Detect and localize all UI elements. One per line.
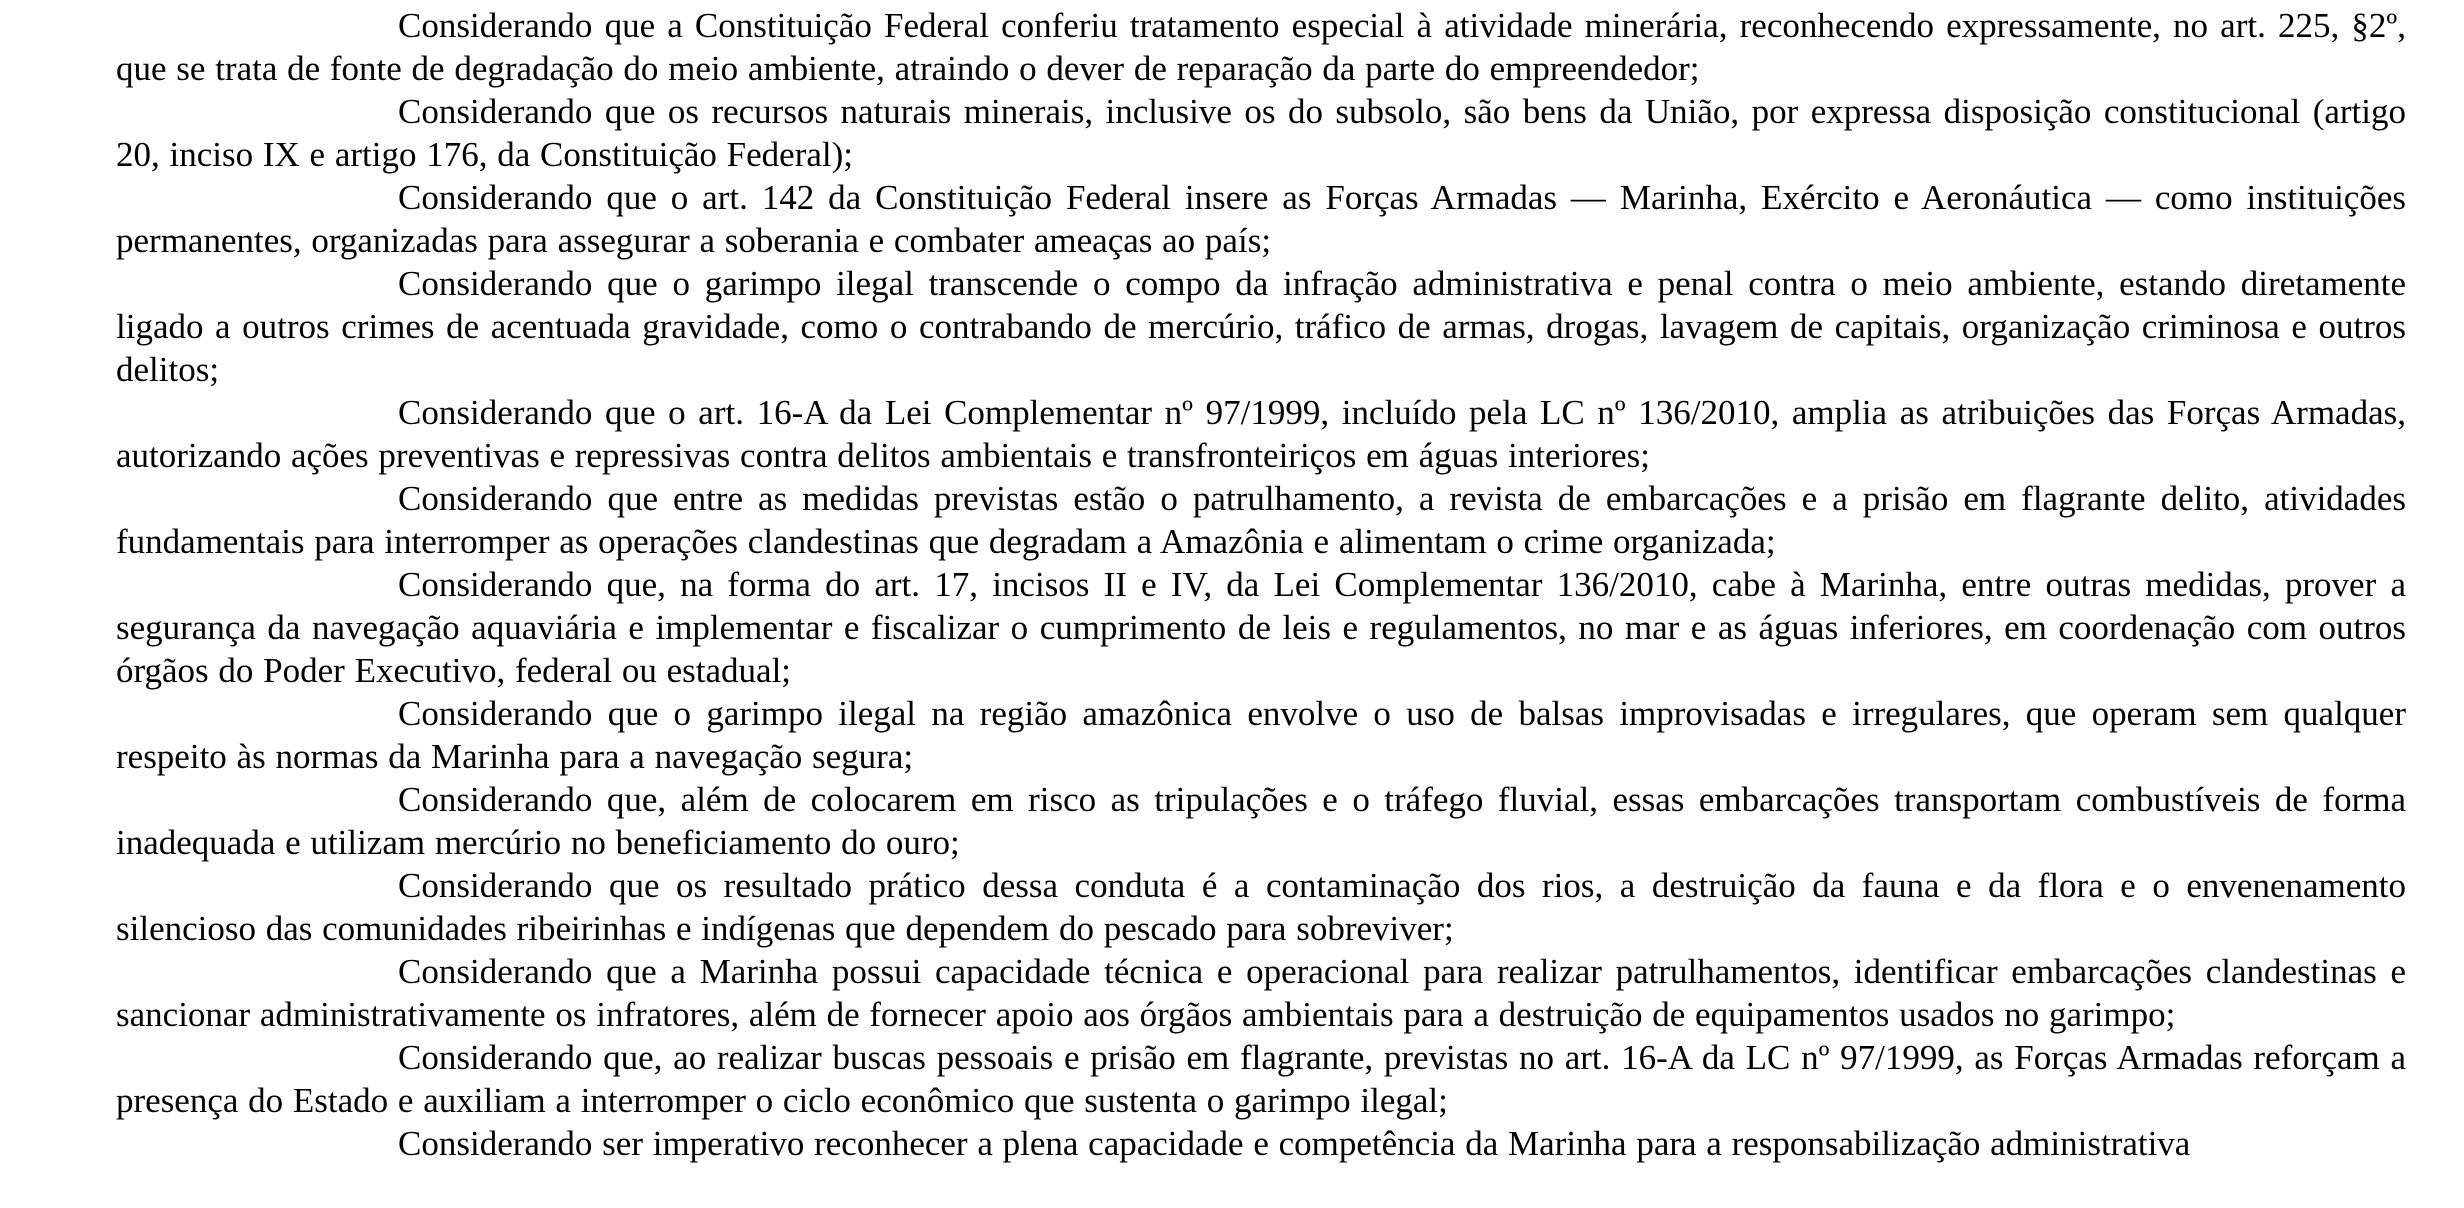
paragraph-1: Considerando que a Constituição Federal conferiu tratamento especial à atividade minerária, reconhecendo expressamente, no art. 225, §2º, que se trata de fonte de degradação do meio ambiente, atraindo o dever de reparação da parte do empreendedor; — [116, 6, 2406, 88]
document-body — [116, 4, 2406, 1165]
paragraph-12: Considerando que, ao realizar buscas pessoais e prisão em flagrante, previstas no art. 16-A da LC nº 97/1999, as Forças Armadas reforçam a presença do Estado e auxiliam a interromper o ciclo econômico que sustenta o garimpo ilegal; — [116, 1038, 2406, 1120]
paragraph-6: Considerando que entre as medidas previstas estão o patrulhamento, a revista de embarcações e a prisão em flagrante delito, atividades fundamentais para interromper as operações clandestinas que degradam a Amazônia e alimentam o crime organizada; — [116, 479, 2406, 561]
paragraph-13: Considerando ser imperativo reconhecer a plena capacidade e competência da Marinha para a responsabilização administrativa — [398, 1124, 2191, 1163]
paragraph-8: Considerando que o garimpo ilegal na região amazônica envolve o uso de balsas improvisadas e irregulares, que operam sem qualquer respeito às normas da Marinha para a navegação segura; — [116, 694, 2406, 776]
paragraph-4: Considerando que o garimpo ilegal transcende o compo da infração administrativa e penal contra o meio ambiente, estando diretamente ligado a outros crimes de acentuada gravidade, como o contrabando de mercúrio, tráfico de armas, drogas, lavagem de capitais, organização criminosa e outros delitos; — [116, 264, 2406, 389]
paragraph-10: Considerando que os resultado prático dessa conduta é a contaminação dos rios, a destruição da fauna e da flora e o envenenamento silencioso das comunidades ribeirinhas e indígenas que dependem do pescado para sobreviver; — [116, 866, 2406, 948]
paragraph-9: Considerando que, além de colocarem em risco as tripulações e o tráfego fluvial, essas embarcações transportam combustíveis de forma inadequada e utilizam mercúrio no beneficiamento do ouro; — [116, 780, 2406, 862]
paragraph-3: Considerando que o art. 142 da Constituição Federal insere as Forças Armadas — Marinha, Exército e Aeronáutica — como instituições permanentes, organizadas para assegurar a soberania e combater ameaças ao país; — [116, 178, 2406, 260]
paragraph-2: Considerando que os recursos naturais minerais, inclusive os do subsolo, são bens da União, por expressa disposição constitucional (artigo 20, inciso IX e artigo 176, da Constituição Federal); — [116, 92, 2406, 174]
paragraph-5: Considerando que o art. 16-A da Lei Complementar nº 97/1999, incluído pela LC nº 136/2010, amplia as atribuições das Forças Armadas, autorizando ações preventivas e repressivas contra delitos ambientais e transfronteiriços em águas interiores; — [116, 393, 2406, 475]
paragraph-7: Considerando que, na forma do art. 17, incisos II e IV, da Lei Complementar 136/2010, cabe à Marinha, entre outras medidas, prover a segurança da navegação aquaviária e implementar e fiscalizar o cumprimento de leis e regulamentos, no mar e as águas inferiores, em coordenação com outros órgãos do Poder Executivo, federal ou estadual; — [116, 565, 2406, 690]
paragraph-11: Considerando que a Marinha possui capacidade técnica e operacional para realizar patrulhamentos, identificar embarcações clandestinas e sancionar administrativamente os infratores, além de fornecer apoio aos órgãos ambientais para a destruição de equipamentos usados no garimpo; — [116, 952, 2406, 1034]
